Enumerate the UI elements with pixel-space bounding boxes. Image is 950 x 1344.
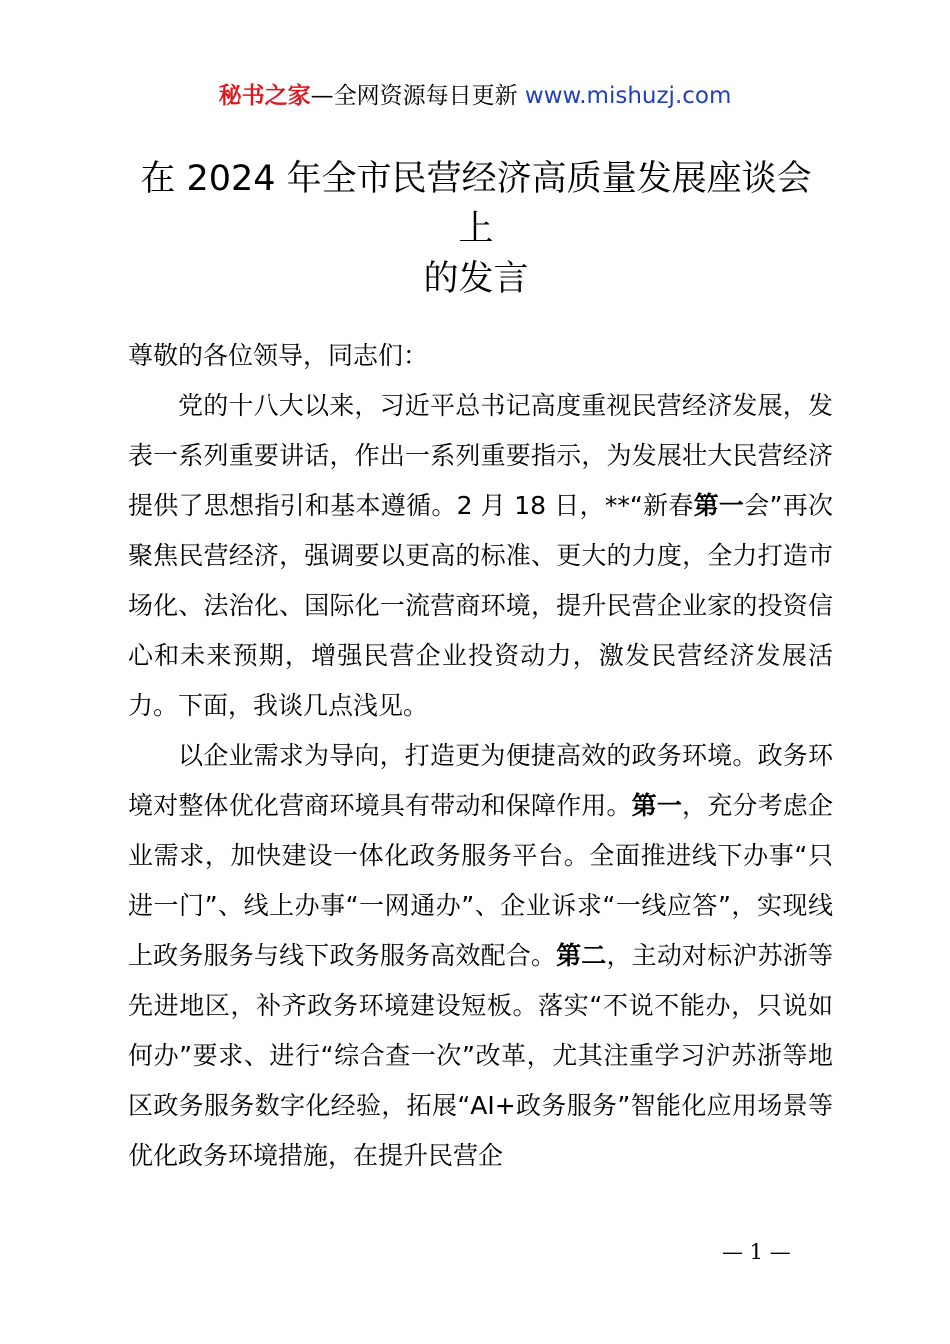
paragraph-1-text: 党的十八大以来，习近平总书记高度重视民营经济发展，发表一系列重要讲话，作出一系列重要指示，为发展壮大民营经济提供了思想指引和基本遵循。2 月 18 日，**“新春 <box>128 391 833 520</box>
paragraph-2-text-b: ，充分考虑企业需求，加快建设一体化政务服务平台。全面推进线下办事“只进一门”、线上办事“一网通办”、企业诉求“一线应答”，实现线上政务服务与线下政务服务高效配合。 <box>128 791 833 970</box>
site-url-link[interactable]: www.mishuzj.com <box>524 83 732 109</box>
document-title <box>128 154 824 304</box>
site-header <box>0 80 950 112</box>
paragraph-2-text-a: 以企业需求为导向，打造更为便捷高效的政务环境。政务环境对整体优化营商环境具有带动和保障作用。 <box>128 741 833 820</box>
salutation: 尊敬的各位领导，同志们： <box>128 341 429 370</box>
header-slogan: —全网资源每日更新 <box>310 83 525 109</box>
paragraph-1 <box>128 381 833 731</box>
paragraph-1-bold: 第一 <box>693 491 745 520</box>
brand-name: 秘书之家 <box>218 83 311 109</box>
page-number: — 1 — <box>722 1240 791 1264</box>
paragraph-2 <box>128 731 833 1181</box>
paragraph-2-bold-2: 第二 <box>556 941 607 970</box>
paragraph-2-bold-1: 第一 <box>631 791 683 820</box>
document-body <box>128 331 833 1181</box>
document-title-line-1: 在 2024 年全市民营经济高质量发展座谈会上 <box>140 159 812 249</box>
paragraph-1-text-end: 会”再次聚焦民营经济，强调要以更高的标准、更大的力度，全力打造市场化、法治化、国际化一流营商环境，提升民营企业家的投资信心和未来预期，增强民营企业投资动力，激发民营经济发展活力。下面，我谈几点浅见。 <box>128 491 833 720</box>
document-title-line-2: 的发言 <box>423 259 529 299</box>
paragraph-2-text-c: ，主动对标沪苏浙等先进地区，补齐政务环境建设短板。落实“不说不能办，只说如何办”要求、进行“综合查一次”改革，尤其注重学习沪苏浙等地区政务服务数字化经验，拓展“AI+政务服务”智能化应用场景等优化政务环境措施，在提升民营企 <box>128 941 833 1170</box>
